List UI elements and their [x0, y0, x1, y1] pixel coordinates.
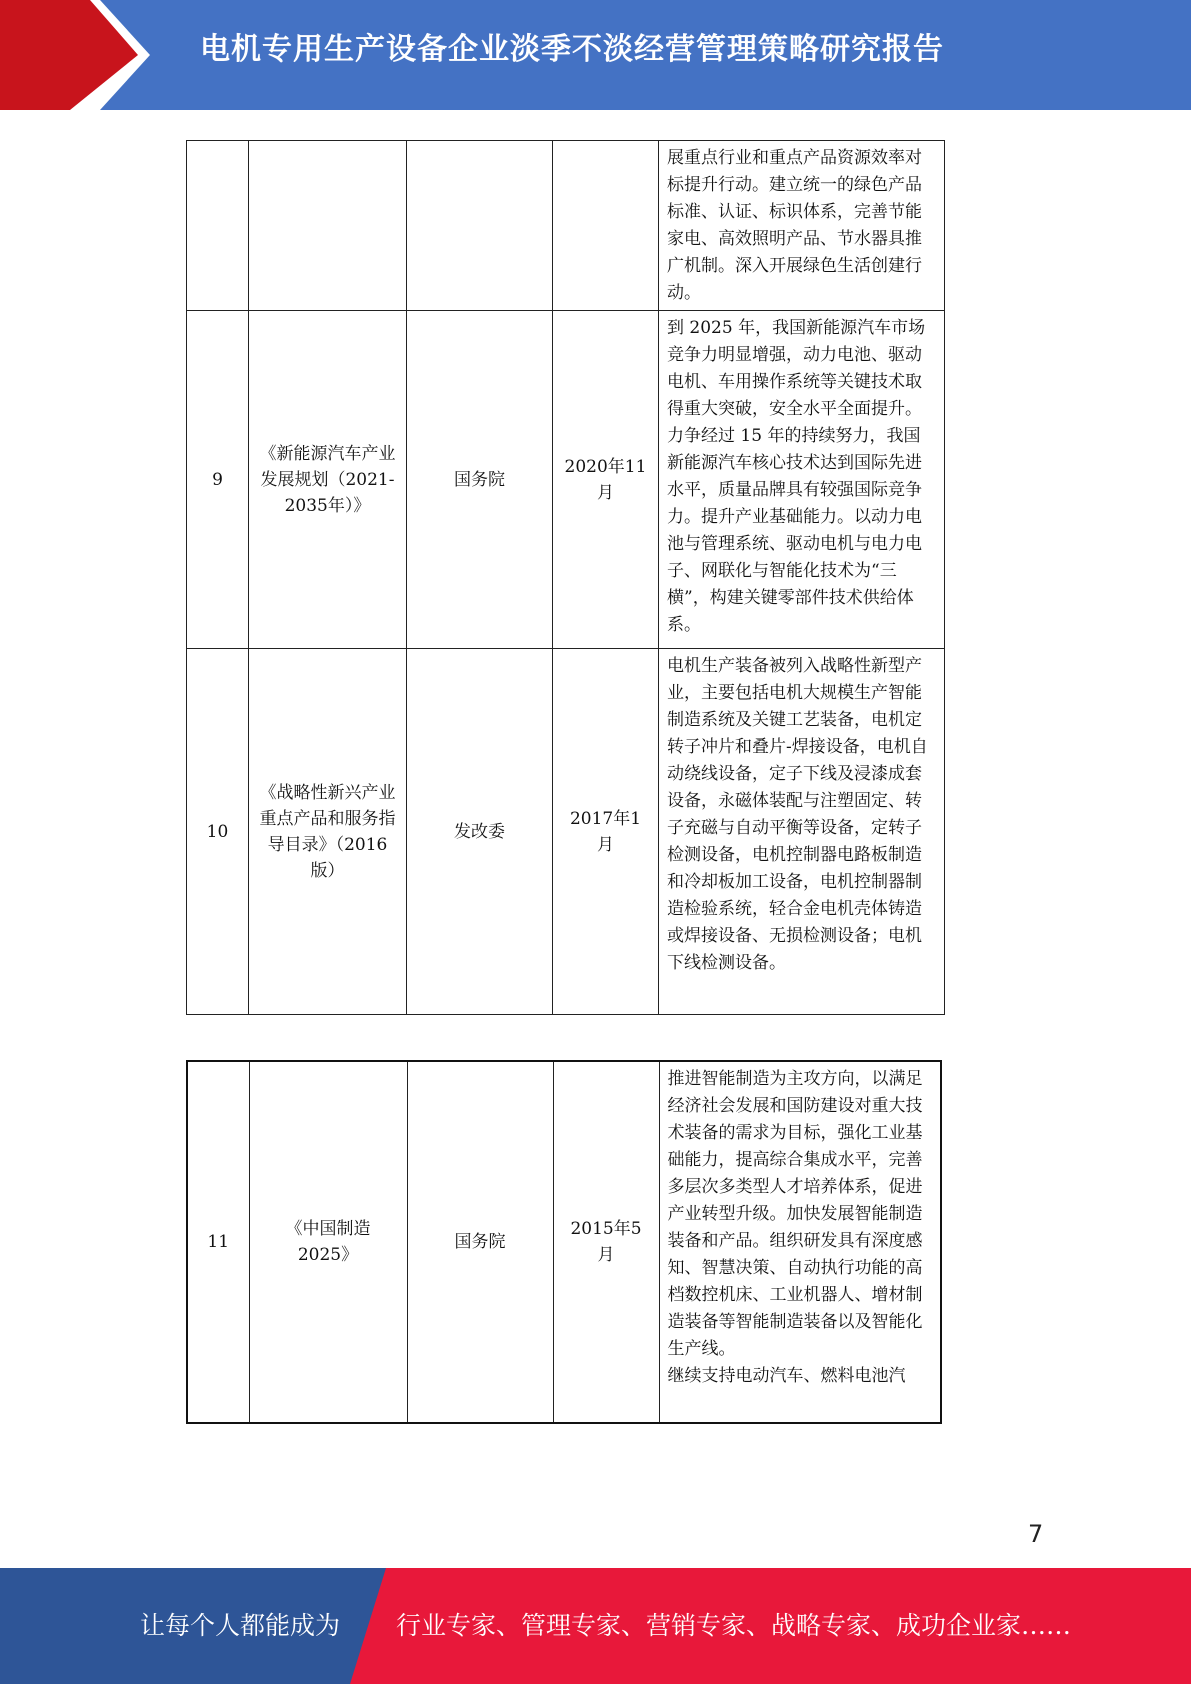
- footer-banner: [0, 1568, 1191, 1684]
- footer-slogan-left: 让每个人都能成为: [140, 1611, 341, 1640]
- policy-name: 《新能源汽车产业发展规划（2021-2035年）》: [249, 311, 407, 649]
- footer-slogan-right: 行业专家、管理专家、营销专家、战略专家、成功企业家……: [396, 1611, 1072, 1640]
- table-row: [187, 311, 945, 649]
- row-number: [187, 141, 249, 311]
- policy-name: [249, 141, 407, 311]
- issue-date: 2020年11月: [553, 311, 659, 649]
- table-row: [187, 141, 945, 311]
- row-number: 10: [187, 649, 249, 1015]
- policy-table-part-1: [186, 140, 945, 1015]
- row-number: 11: [187, 1061, 249, 1423]
- policy-description: 到 2025 年，我国新能源汽车市场竞争力明显增强，动力电池、驱动电机、车用操作系统等关键技术取得重大突破，安全水平全面提升。力争经过 15 年的持续努力，我国新能源汽车核心技术达到国际先进水平，质量品牌具有较强国际竞争力。提升产业基础能力。以动力电池与管理系统、驱动电机与电力电子、网联化与智能化技术为“三横”，构建关键零部件技术供给体系。: [659, 311, 945, 649]
- policy-description-text: 推进智能制造为主攻方向，以满足经济社会发展和国防建设对重大技术装备的需求为目标，强化工业基础能力，提高综合集成水平，完善多层次多类型人才培养体系，促进产业转型升级。加快发展智能制造装备和产品。组织研发具有深度感知、智慧决策、自动执行功能的高档数控机床、工业机器人、增材制造装备等智能制造装备以及智能化生产线。: [667, 1069, 923, 1359]
- policy-name: 《战略性新兴产业重点产品和服务指导目录》（2016版）: [249, 649, 407, 1015]
- policy-description: [659, 1061, 941, 1423]
- issue-date: [553, 141, 659, 311]
- issuing-body: 国务院: [407, 311, 553, 649]
- policy-description-continued: 继续支持电动汽车、燃料电池汽: [667, 1366, 906, 1386]
- issuing-body: 国务院: [407, 1061, 553, 1423]
- header-banner: [0, 0, 1191, 110]
- issue-date: 2015年5月: [553, 1061, 659, 1423]
- policy-description: 电机生产装备被列入战略性新型产业，主要包括电机大规模生产智能制造系统及关键工艺装备，电机定转子冲片和叠片-焊接设备，电机自动绕线设备，定子下线及浸漆成套设备，永磁体装配与注塑固定、转子充磁与自动平衡等设备，定转子检测设备，电机控制器电路板制造和冷却板加工设备，电机控制器制造检验系统，轻合金电机壳体铸造或焊接设备、无损检测设备；电机下线检测设备。: [659, 649, 945, 1015]
- policy-description: 展重点行业和重点产品资源效率对标提升行动。建立统一的绿色产品标准、认证、标识体系，完善节能家电、高效照明产品、节水器具推广机制。深入开展绿色生活创建行动。: [659, 141, 945, 311]
- table-row: [187, 1061, 941, 1423]
- issue-date: 2017年1月: [553, 649, 659, 1015]
- row-number: 9: [187, 311, 249, 649]
- issuing-body: 发改委: [407, 649, 553, 1015]
- issuing-body: [407, 141, 553, 311]
- policy-name: 《中国制造2025》: [249, 1061, 407, 1423]
- report-title: 电机专用生产设备企业淡季不淡经营管理策略研究报告: [200, 32, 944, 67]
- table-row: [187, 649, 945, 1015]
- page-number: 7: [1028, 1520, 1044, 1548]
- policy-table-part-2: [186, 1060, 942, 1424]
